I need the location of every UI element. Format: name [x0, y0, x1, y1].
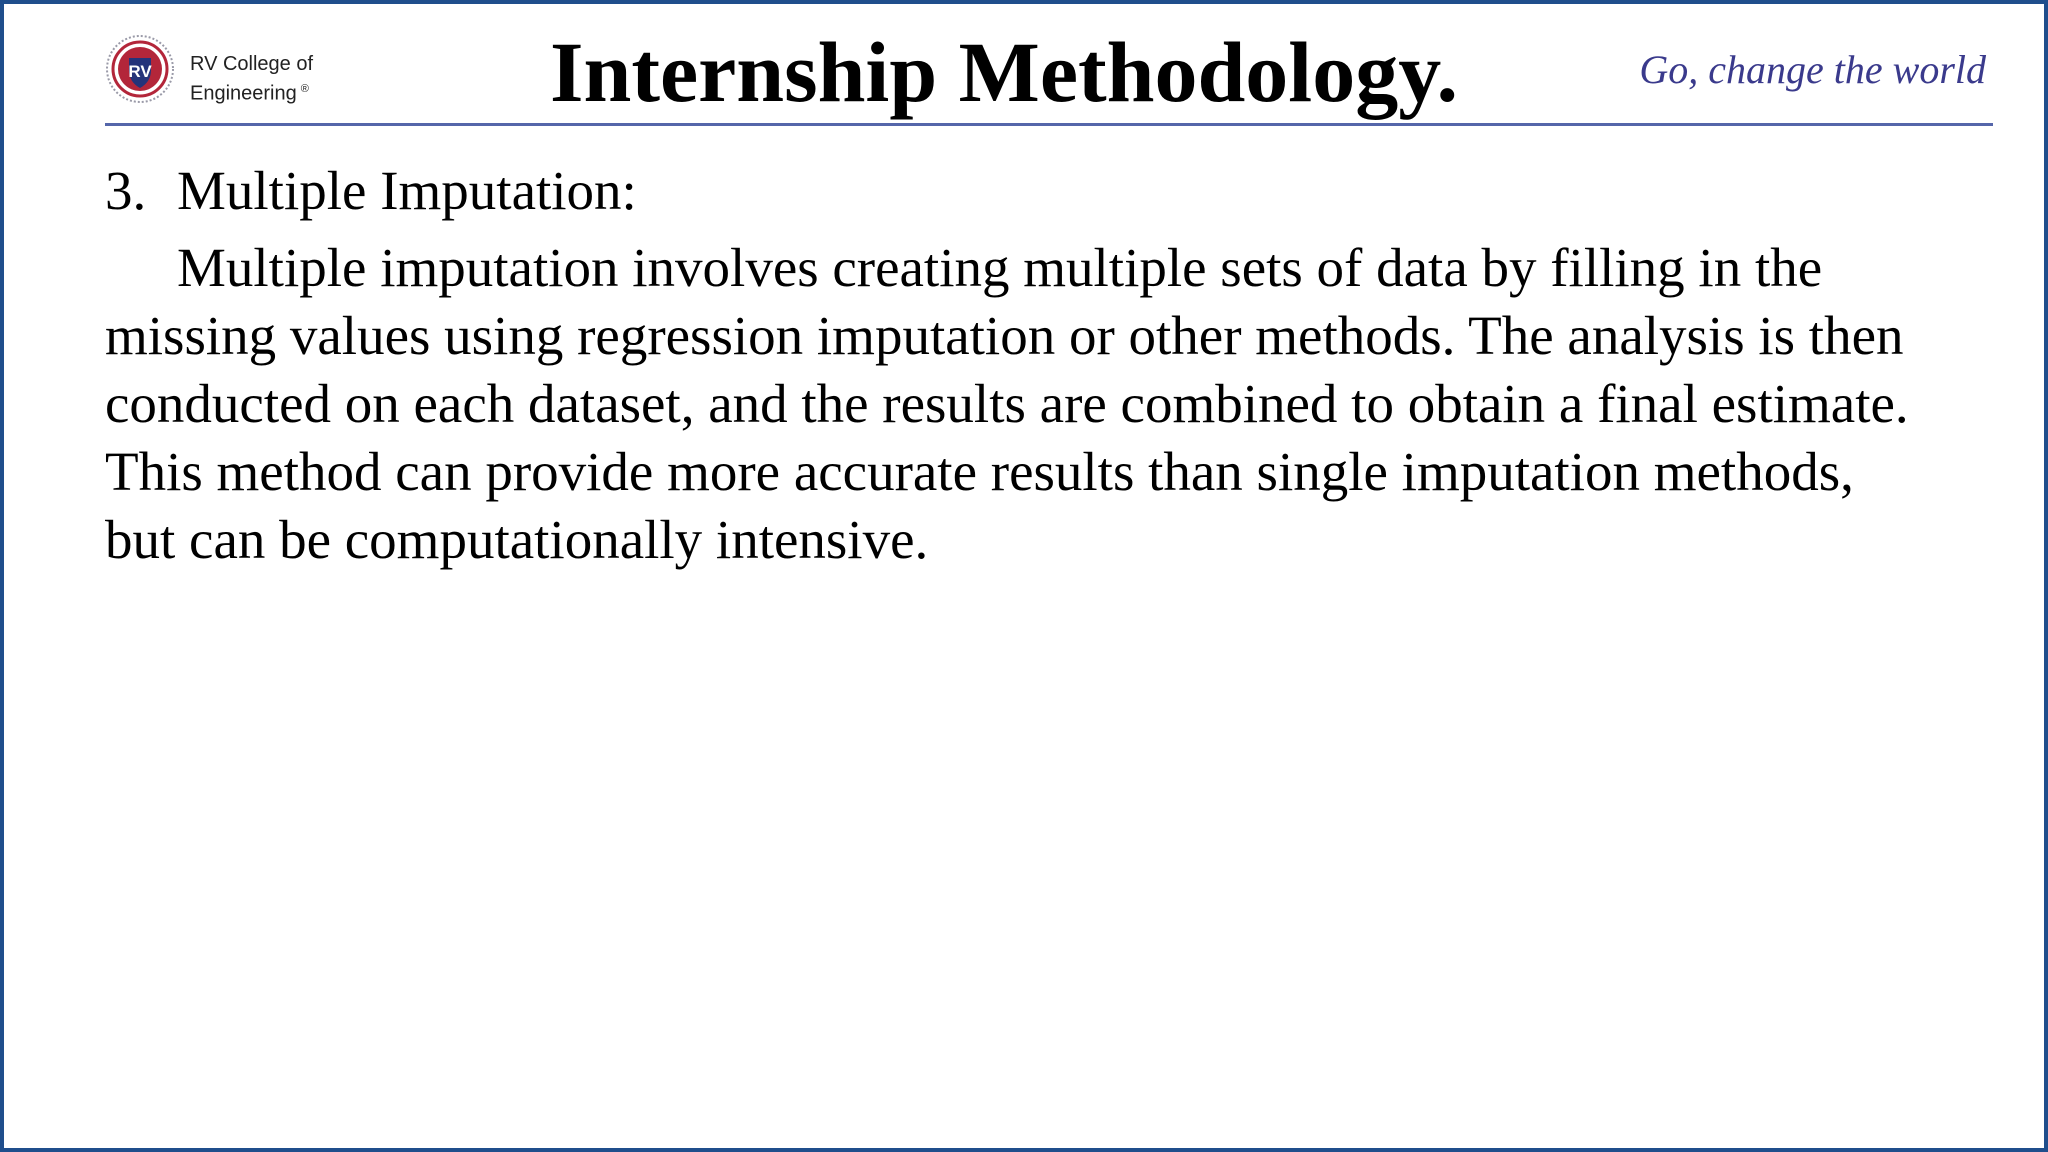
- institution-name-line2: [190, 77, 340, 107]
- slide-title: Internship Methodology.: [550, 24, 1458, 120]
- rvce-logo: [105, 34, 175, 104]
- paragraph-line: conducted on each dataset, and the results are combined to obtain a final estimate.: [105, 373, 1909, 434]
- list-item-title: Multiple Imputation:: [177, 160, 637, 221]
- paragraph-line: Multiple imputation involves creating multiple sets of data by filling in the: [177, 237, 1823, 298]
- list-item-number: 3.: [105, 160, 147, 221]
- list-item-heading: [105, 156, 1985, 226]
- paragraph-line: but can be computationally intensive.: [105, 509, 929, 570]
- body-paragraph: [105, 234, 1985, 574]
- slide-body: [105, 156, 1985, 574]
- institution-name: [190, 52, 340, 107]
- paragraph-line: missing values using regression imputation or other methods. The analysis is then: [105, 305, 1904, 366]
- tagline: Go, change the world: [1639, 47, 1986, 92]
- slide-header: [4, 4, 2044, 128]
- registered-mark: ®: [300, 83, 309, 95]
- institution-name-line1: RV College of: [190, 53, 314, 75]
- logo-text: RV: [128, 62, 152, 81]
- header-divider: [105, 123, 1993, 126]
- paragraph-line: This method can provide more accurate results than single imputation methods,: [105, 441, 1854, 502]
- institution-name-line2-text: Engineering: [190, 82, 297, 105]
